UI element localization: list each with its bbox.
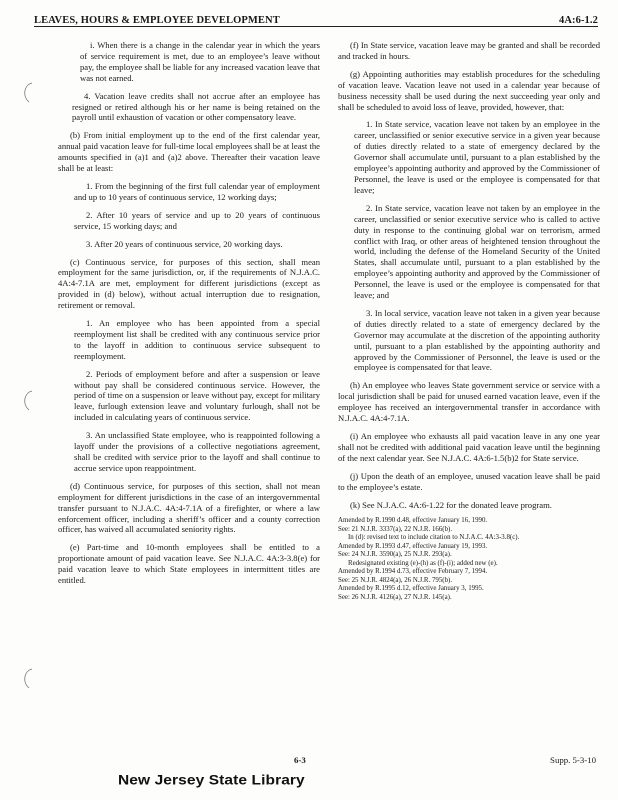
paragraph: (j) Upon the death of an employee, unused vacation leave shall be paid to the employee’s estate. bbox=[338, 470, 600, 492]
paragraph: (c) Continuous service, for purposes of this section, shall mean employment for the same jurisdiction, or, if the requirements of N.J.A.C. 4A:4-7.1A are met, employment for different jurisdictions (except as provided in (d) below), without actual interruption due to resignation, retirement or removal. bbox=[58, 256, 320, 311]
punch-hole-mark bbox=[20, 82, 40, 104]
punch-hole-mark bbox=[20, 668, 40, 690]
paragraph: (d) Continuous service, for purposes of this section, shall not mean employment for different jurisdictions in the case of an intergovernmental transfer pursuant to N.J.A.C. 4A:4-7.1A of a firefighter, or where a law enforcement officer, including a sheriff’s officer and a county correction officer, has waived all accumulated seniority rights. bbox=[58, 480, 320, 535]
paragraph: (e) Part-time and 10-month employees shall be entitled to a proportionate amount of paid vacation leave. See N.J.A.C. 4A:3-3.8(e) for paid vacation leave to which State employees in intermittent titles are entitled. bbox=[58, 542, 320, 586]
amendment-note: Amended by R.1995 d.12, effective January 3, 1995. bbox=[338, 585, 484, 593]
amendment-note: Amended by R.1993 d.47, effective January 19, 1993. bbox=[338, 542, 488, 550]
supplement-date: Supp. 5-3-10 bbox=[550, 755, 596, 765]
paragraph: 3. An unclassified State employee, who is reappointed following a layoff under the provisions of a collective negotiations agreement, shall be credited with service prior to the layoff and shall continue to accrue service upon reappointment. bbox=[74, 430, 320, 473]
paragraph: 3. After 20 years of continuous service, 20 working days. bbox=[86, 238, 283, 249]
paragraph: 1. An employee who has been appointed from a special reemployment list shall be credited with any continuous service prior to the layoff in addition to continuous service subsequent to reemployment. bbox=[74, 318, 320, 361]
paragraph: 1. In State service, vacation leave not taken by an employee in the career, unclassified or senior executive service in a given year because of duties directly related to a state of emergency declared by the Governor shall accumulate until, pursuant to a plan established by the employee’s appointing authority and approved by the Commissioner of Personnel, the leave is used or the employee is compensated for that leave; bbox=[354, 119, 600, 195]
paragraph: 4. Vacation leave credits shall not accrue after an employee has resigned or retired although his or her name is being retained on the payroll until exhaustion of vacation or other compensatory leave. bbox=[72, 90, 320, 123]
punch-hole-mark bbox=[20, 390, 40, 412]
paragraph: (b) From initial employment up to the end of the first calendar year, annual paid vacation leave for full-time local employees shall be at least the amounts specified in (a)1 and (a)2 above. Thereafter their vacation leave shall be at least: bbox=[58, 130, 320, 174]
left-column bbox=[58, 40, 320, 593]
page-number: 6-3 bbox=[294, 755, 306, 765]
amendment-note: Amended by R.1994 d.73, effective February 7, 1994. bbox=[338, 568, 488, 576]
paragraph: 1. From the beginning of the first full calendar year of employment and up to 10 years of continuous service, 12 working days; bbox=[74, 180, 320, 202]
amendment-note: See: 21 N.J.R. 3337(a), 22 N.J.R. 166(b). bbox=[338, 525, 453, 533]
amendment-note: In (d): revised text to include citation to N.J.A.C. 4A:3-3.8(c). bbox=[348, 534, 520, 542]
paragraph: 2. After 10 years of service and up to 20 years of continuous service, 15 working days; and bbox=[74, 209, 320, 231]
running-header bbox=[34, 6, 598, 26]
amendment-notes bbox=[338, 517, 600, 602]
right-column-paragraphs bbox=[338, 40, 600, 510]
paragraph: 3. In local service, vacation leave not taken in a given year because of duties directly related to a state of emergency declared by the Governor may accumulate at the discretion of the appointing authority until, pursuant to a plan established by the appointing authority and approved by the Commissioner of Personnel, the leave is used or the employee is compensated for that leave. bbox=[354, 307, 600, 373]
paragraph: (g) Appointing authorities may establish procedures for the scheduling of vacation leave. Vacation leave not used in a calendar year because of business necessity shall be used during the next succeeding year only and shall be scheduled to avoid loss of leave, provided, however, that: bbox=[338, 68, 600, 112]
paragraph: i. When there is a change in the calendar year in which the years of service requirement is met, due to an employee’s leave without pay, the employee shall be liable for any increased vacation leave that was not earned. bbox=[80, 40, 320, 83]
paragraph: (k) See N.J.A.C. 4A:6-1.22 for the donated leave program. bbox=[350, 499, 552, 510]
library-stamp: New Jersey State Library bbox=[118, 772, 305, 789]
header-rule bbox=[34, 26, 598, 27]
amendment-note: See: 26 N.J.R. 4126(a), 27 N.J.R. 145(a). bbox=[338, 593, 452, 601]
header-code: 4A:6-1.2 bbox=[558, 15, 598, 26]
paragraph: 2. Periods of employment before and after a suspension or leave without pay shall be considered continuous service. However, the period of time on a suspension or leave without pay, except for military leave, furlough extension leave and voluntary furlough, shall not be included in calculating years of continuous service. bbox=[74, 368, 320, 423]
paragraph: (f) In State service, vacation leave may be granted and shall be recorded and tracked in hours. bbox=[338, 40, 600, 61]
amendment-note: See: 25 N.J.R. 4824(a), 26 N.J.R. 795(b). bbox=[338, 576, 453, 584]
amendment-note: Amended by R.1990 d.48, effective January 16, 1990. bbox=[338, 517, 488, 525]
amendment-note: Redesignated existing (e)-(h) as (f)-(i); added new (e). bbox=[348, 559, 498, 567]
paragraph: 2. In State service, vacation leave not taken by an employee in the career, unclassified or senior executive service who is called to active duty in response to the continuing global war on terrorism, armed conflict with Iraq, or other areas of heightened tension throughout the world, including the defense of the Homeland Security of the United States, shall accumulate until, pursuant to a plan established by the employee’s appointing authority and approved by the Commissioner of Personnel, the leave is used or the employee is compensated for that leave; and bbox=[354, 202, 600, 301]
right-column bbox=[338, 40, 600, 602]
header-title: LEAVES, HOURS & EMPLOYEE DEVELOPMENT bbox=[34, 15, 280, 26]
amendment-note: See: 24 N.J.R. 3590(a), 25 N.J.R. 293(a). bbox=[338, 551, 452, 559]
paragraph: (h) An employee who leaves State government service or service with a local jurisdiction shall be paid for unused earned vacation leave, even if the employee has received an intergovernmental transfer in accordance with N.J.A.C. 4A:4-7.1A. bbox=[338, 380, 600, 424]
paragraph: (i) An employee who exhausts all paid vacation leave in any one year shall not be credited with additional paid vacation leave until the beginning of the next calendar year. See N.J.A.C. 4A:6-1.5(b)2 for State service. bbox=[338, 431, 600, 463]
